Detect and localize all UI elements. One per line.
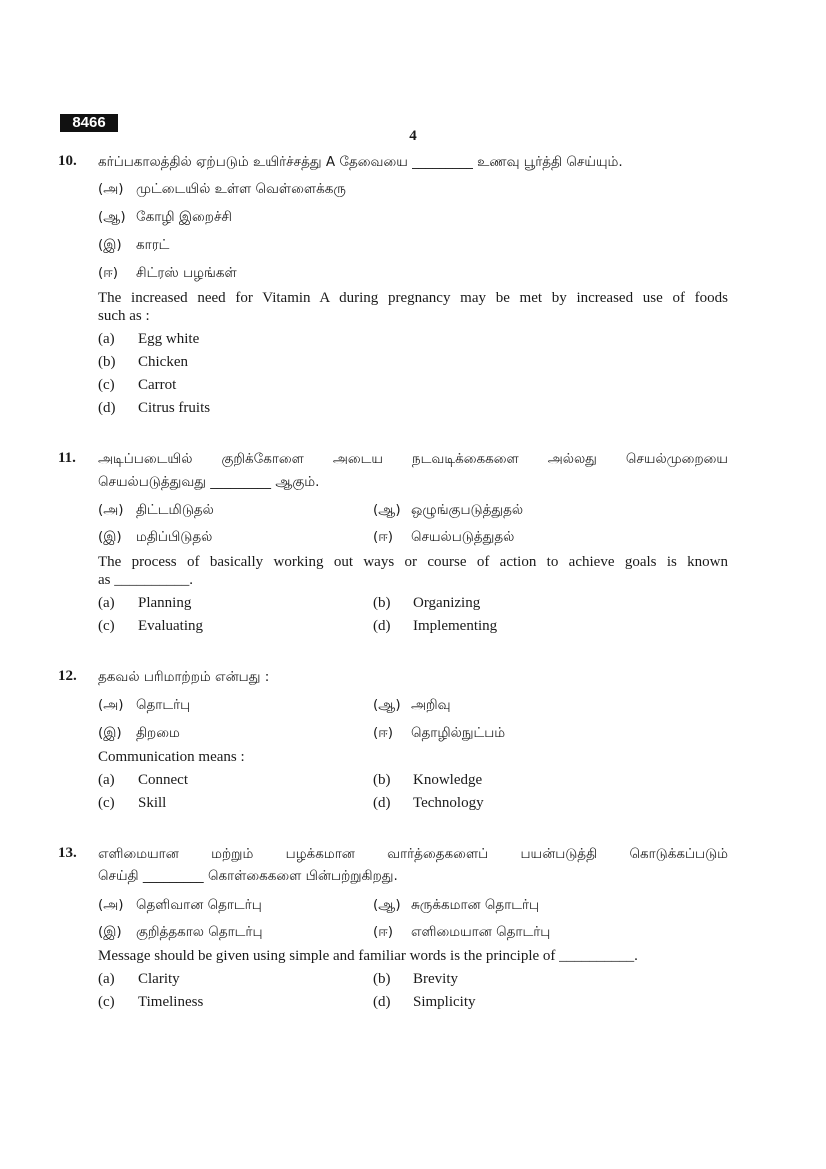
english-option: (a) Egg white	[98, 331, 200, 347]
question-number: 13.	[58, 845, 77, 861]
tamil-option: (இ) குறித்தகால தொடர்பு	[98, 924, 263, 940]
english-option: (a) Connect	[98, 772, 188, 788]
question-text-tamil: அடிப்படையில் குறிக்கோளை அடைய நடவடிக்கைகளை அல்லது செயல்முறையை	[98, 451, 728, 467]
english-option: (a) Clarity	[98, 971, 180, 987]
tamil-option: (ஆ) அறிவு	[373, 697, 451, 713]
question-text-english: Communication means :	[98, 749, 245, 765]
english-option: (c) Skill	[98, 795, 167, 811]
question-text-english: The process of basically working out ways or course of action to achieve goals is known	[98, 554, 728, 570]
english-option: (d) Citrus fruits	[98, 400, 211, 416]
english-option: (b) Chicken	[98, 354, 188, 370]
tamil-option: (அ) தெளிவான தொடர்பு	[98, 897, 262, 913]
tamil-option: (ஆ) சுருக்கமான தொடர்பு	[373, 897, 540, 913]
english-option: (b) Organizing	[373, 595, 481, 611]
tamil-option: (ஆ) கோழி இறைச்சி	[98, 209, 232, 225]
english-option: (a) Planning	[98, 595, 192, 611]
page-number: 4	[409, 128, 417, 144]
question-text-english: The increased need for Vitamin A during pregnancy may be met by increased use of foods	[98, 290, 728, 306]
english-option: (d) Implementing	[373, 618, 498, 634]
english-option: (c) Carrot	[98, 377, 177, 393]
question-number: 11.	[58, 450, 76, 466]
tamil-option: (அ) முட்டையில் உள்ள வெள்ளைக்கரு	[98, 181, 346, 197]
tamil-option: (ஆ) ஒழுங்குபடுத்துதல்	[373, 502, 524, 518]
english-option: (d) Simplicity	[373, 994, 476, 1010]
question-text-tamil: செயல்படுத்துவது _________ ஆகும்.	[98, 474, 320, 490]
tamil-option: (ஈ) எளிமையான தொடர்பு	[373, 924, 551, 940]
english-option: (b) Brevity	[373, 971, 458, 987]
english-option: (c) Timeliness	[98, 994, 204, 1010]
question-number: 12.	[58, 668, 77, 684]
tamil-option: (ஈ) செயல்படுத்துதல்	[373, 529, 515, 545]
question-text-english: such as :	[98, 308, 150, 324]
question-text-tamil: கர்ப்பகாலத்தில் ஏற்படும் உயிர்ச்சத்து A தேவையை _________ உணவு பூர்த்தி செய்யும்.	[98, 154, 623, 170]
tamil-option: (இ) திறமை	[98, 725, 180, 741]
tamil-option: (ஈ) சிட்ரஸ் பழங்கள்	[98, 265, 237, 281]
question-number: 10.	[58, 153, 77, 169]
tamil-option: (இ) மதிப்பிடுதல்	[98, 529, 213, 545]
english-option: (b) Knowledge	[373, 772, 483, 788]
question-text-tamil: எளிமையான மற்றும் பழக்கமான வார்த்தைகளைப் பயன்படுத்தி கொடுக்கப்படும்	[98, 846, 728, 862]
question-text-tamil: செய்தி _________ கொள்கைகளை பின்பற்றுகிறது.	[98, 868, 398, 884]
tamil-option: (ஈ) தொழில்நுட்பம்	[373, 725, 506, 741]
question-text-english: Message should be given using simple and familiar words is the principle of __________.	[98, 948, 638, 964]
tamil-option: (அ) திட்டமிடுதல்	[98, 502, 214, 518]
paper-code-badge: 8466	[60, 114, 118, 132]
english-option: (c) Evaluating	[98, 618, 203, 634]
english-option: (d) Technology	[373, 795, 484, 811]
question-text-tamil: தகவல் பரிமாற்றம் என்பது :	[98, 669, 270, 685]
tamil-option: (இ) காரட்	[98, 237, 170, 253]
tamil-option: (அ) தொடர்பு	[98, 697, 191, 713]
question-text-english: as __________.	[98, 572, 193, 588]
